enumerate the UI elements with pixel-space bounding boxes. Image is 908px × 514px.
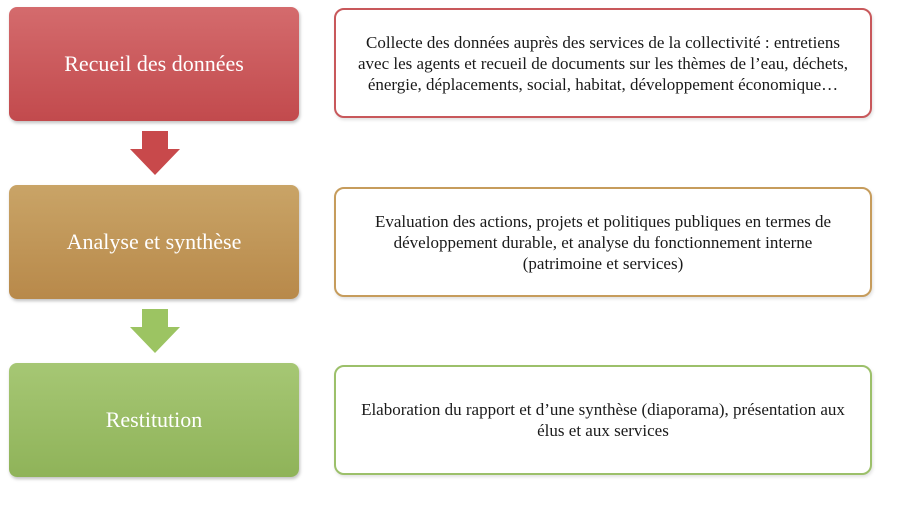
stage-title: Restitution xyxy=(105,407,203,432)
stage-description-text: Evaluation des actions, projets et politiques publiques en termes de développement durable, et analyse du fonctionnement interne (patrimoine et services) xyxy=(374,211,832,273)
stage-title: Recueil des données xyxy=(64,51,244,76)
stage-description-analyse xyxy=(334,187,872,297)
stage-box-restitution xyxy=(9,363,299,477)
arrow-down-icon xyxy=(130,309,180,353)
stage-box-analyse xyxy=(9,185,299,299)
stage-title: Analyse et synthèse xyxy=(66,229,242,254)
stage-description-recueil xyxy=(334,8,872,118)
stage-box-recueil xyxy=(9,7,299,121)
stage-description-restitution xyxy=(334,365,872,475)
stage-description-text: Collecte des données auprès des services de la collectivité : entretiens avec les agents et recueil de documents sur les thèmes de l’eau, déchets, énergie, déplacements, social, habitat, développement économique… xyxy=(358,32,848,94)
stage-description-text: Elaboration du rapport et d’une synthèse (diaporama), présentation aux élus et aux services xyxy=(361,400,845,440)
arrow-down-icon xyxy=(130,131,180,175)
